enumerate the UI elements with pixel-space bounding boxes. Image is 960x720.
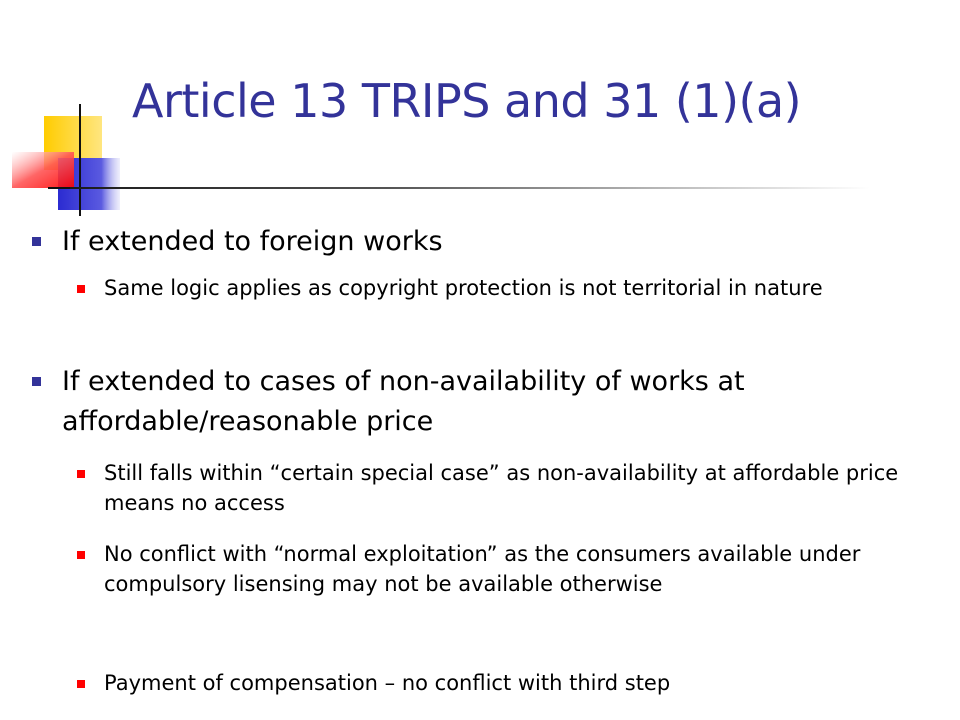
sub-bullet-text: Same logic applies as copyright protection is not territorial in nature: [104, 276, 823, 300]
square-bullet-icon: [77, 551, 85, 559]
sub-bullet-text: No conflict with “normal exploitation” as the consumers available under compulsory lisensing may not be available otherwise: [104, 542, 861, 596]
bullet-item-non-availability: [62, 362, 932, 442]
sub-bullet-text: Still falls within “certain special case” as non-availability at affordable price means no access: [104, 461, 899, 515]
square-bullet-icon: [77, 285, 85, 293]
square-bullet-icon: [77, 470, 85, 478]
slide-title: Article 13 TRIPS and 31 (1)(a): [132, 74, 802, 128]
square-bullet-icon: [32, 237, 41, 246]
square-bullet-icon: [32, 377, 41, 386]
sub-bullet-compensation: [104, 668, 934, 698]
sub-bullet-normal-exploitation: [104, 539, 934, 599]
bullet-text: If extended to foreign works: [62, 226, 443, 257]
bullet-text: If extended to cases of non-availability of works at affordable/reasonable price: [62, 366, 745, 437]
sub-bullet-special-case: [104, 458, 934, 518]
sub-bullet-text: Payment of compensation – no conflict with third step: [104, 671, 671, 695]
bullet-item-foreign-works: [62, 222, 932, 262]
square-bullet-icon: [77, 680, 85, 688]
sub-bullet-territorial: [104, 273, 934, 303]
